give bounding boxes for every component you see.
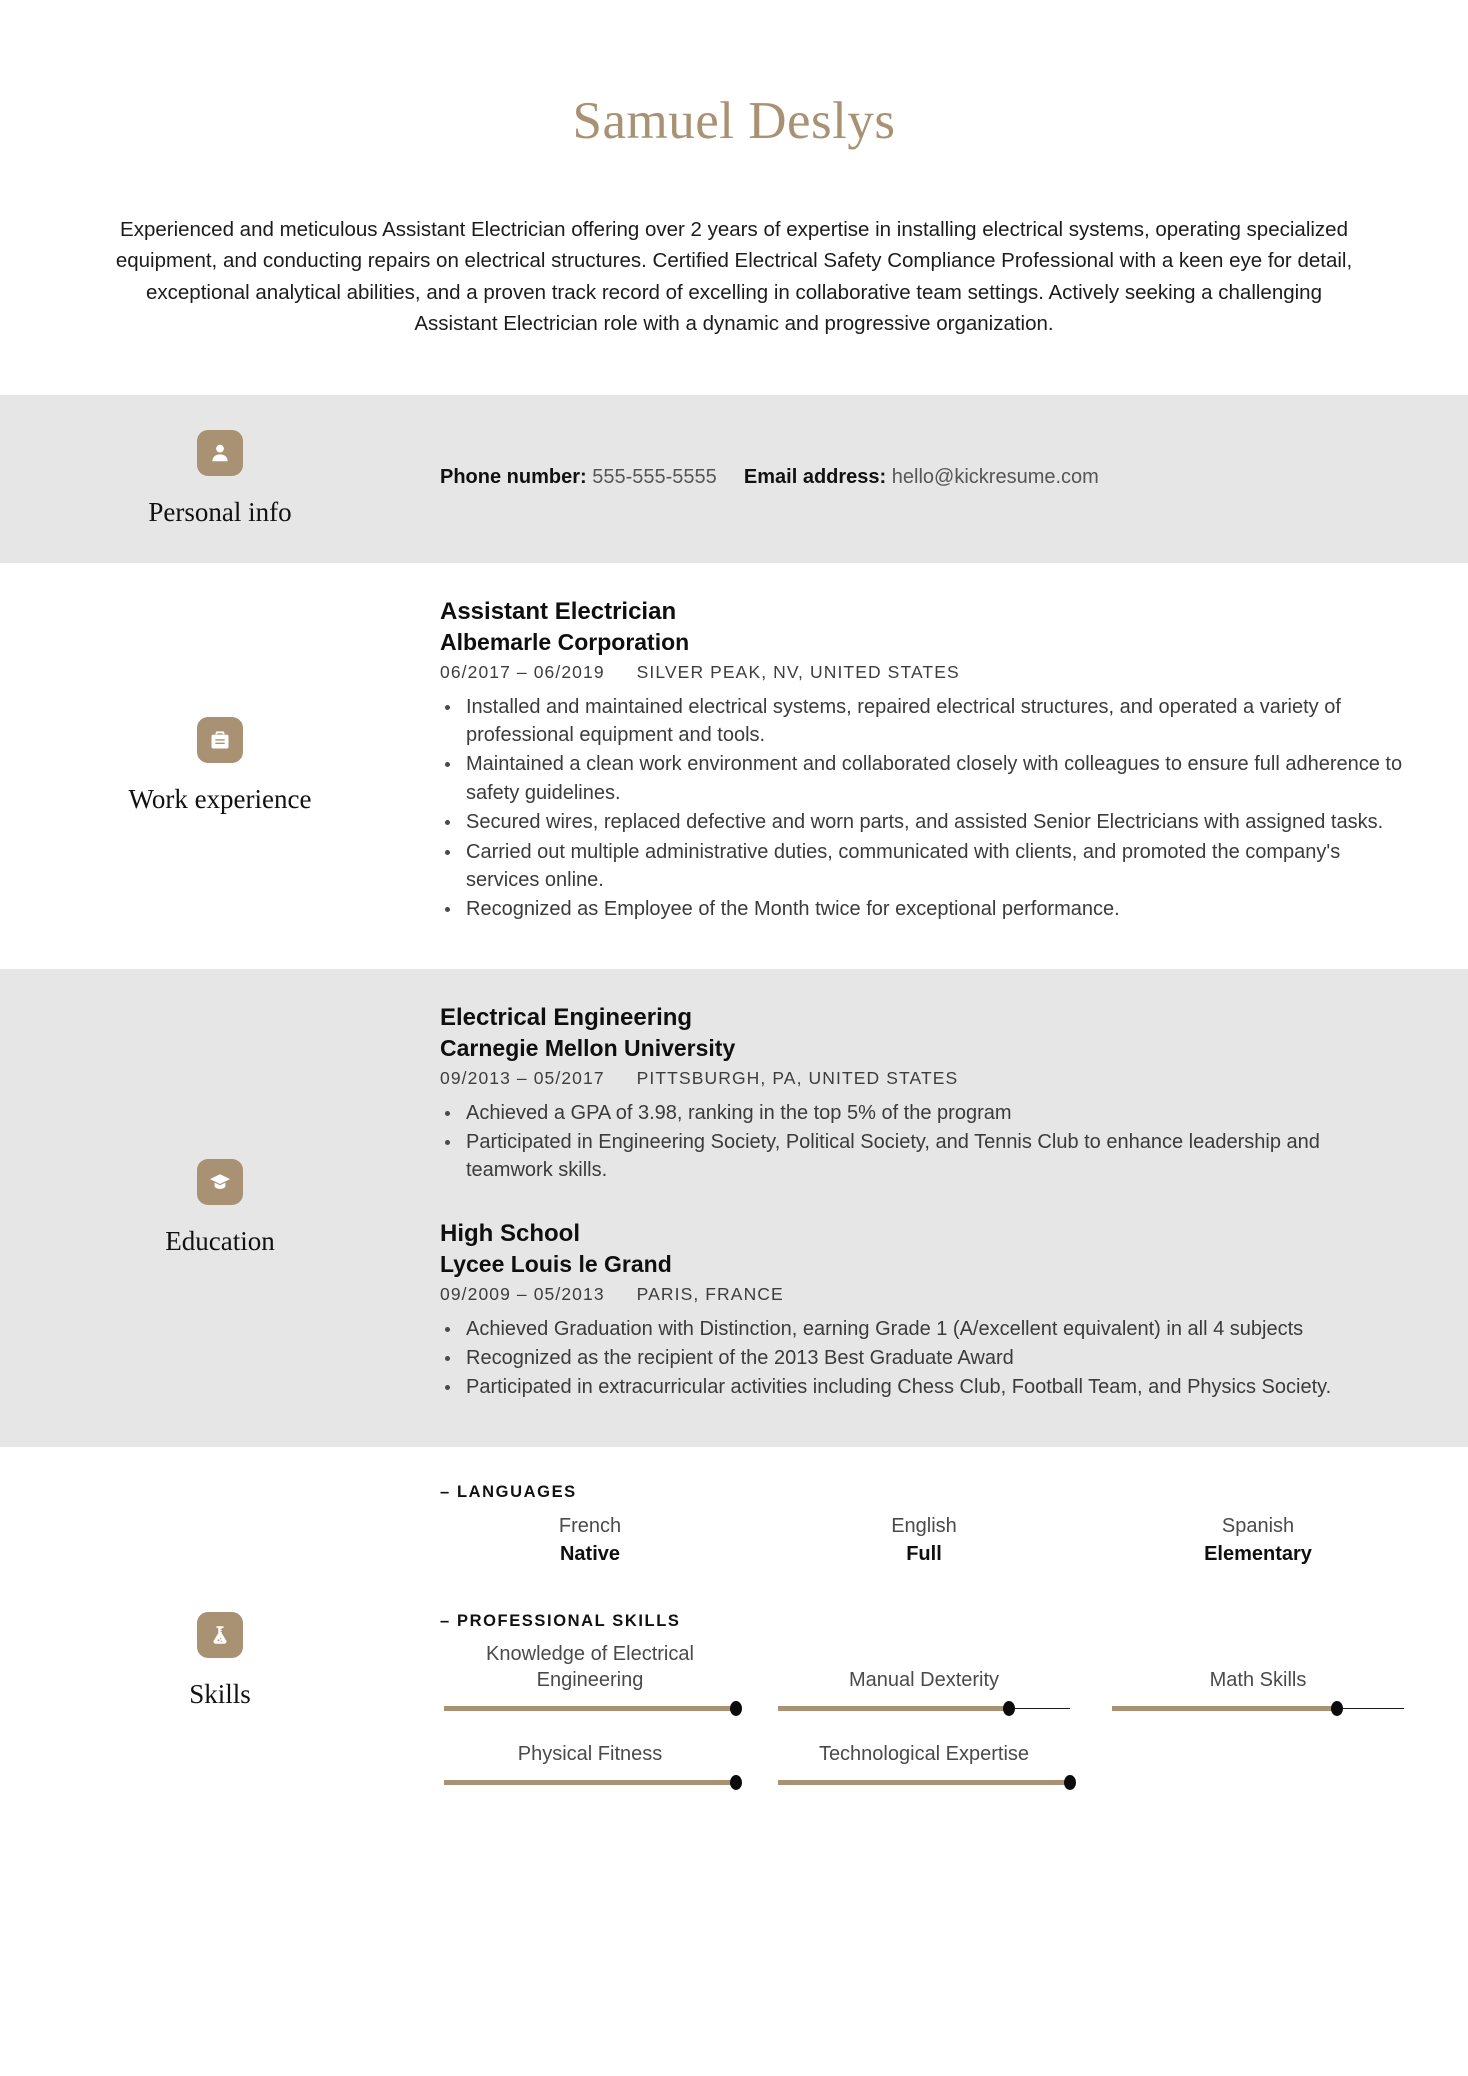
skill-name: Manual Dexterity: [848, 1668, 1000, 1691]
skill-level-bar: [778, 1703, 1070, 1715]
section-personal-info: [0, 395, 1468, 563]
person-icon: [197, 430, 243, 476]
skill-fill: [1112, 1706, 1337, 1711]
list-item: Achieved a GPA of 3.98, ranking in the top 5% of the program: [440, 1099, 1408, 1127]
education-location: PITTSBURGH, PA, UNITED STATES: [636, 1067, 959, 1088]
section-label-personal-info: Personal info: [148, 496, 292, 527]
language-level: Full: [906, 1542, 942, 1565]
list-item: Installed and maintained electrical systems, repaired electrical structures, and operated a variety of professional equipment and tools.: [440, 693, 1408, 750]
phone-value: 555-555-5555: [592, 465, 717, 488]
skill-knob: [1003, 1701, 1015, 1716]
professional-skills-heading: – PROFESSIONAL SKILLS: [440, 1611, 681, 1630]
education-bullets: [440, 1099, 1408, 1185]
skill-item: [774, 1741, 1074, 1789]
employer-name: Albemarle Corporation: [440, 628, 690, 655]
skill-level-bar: [444, 1703, 736, 1715]
personal-info-content: [440, 395, 1468, 551]
languages-heading: – LANGUAGES: [440, 1482, 577, 1501]
languages-grid: [440, 1512, 1408, 1568]
skill-item: [440, 1641, 740, 1715]
language-name: French: [558, 1514, 622, 1537]
work-entry: [440, 597, 1408, 924]
language-level: Native: [559, 1542, 621, 1565]
list-item: Participated in extracurricular activities including Chess Club, Football Team, and Physics Society.: [440, 1373, 1408, 1401]
skill-fill: [444, 1706, 736, 1711]
degree-title: Electrical Engineering: [440, 1003, 693, 1031]
language-item: [1108, 1512, 1408, 1568]
education-bullets: [440, 1315, 1408, 1402]
education-dates: 09/2009 – 05/2013: [440, 1283, 605, 1304]
skill-knob: [730, 1701, 742, 1716]
section-label-skills: Skills: [189, 1678, 251, 1709]
section-work-experience: [0, 563, 1468, 969]
skill-fill: [778, 1706, 1009, 1711]
education-entry: [440, 1219, 1408, 1402]
job-dates: 06/2017 – 06/2019: [440, 662, 605, 683]
list-item: Secured wires, replaced defective and worn parts, and assisted Senior Electricians with assigned tasks.: [440, 808, 1408, 836]
phone-label: Phone number:: [440, 465, 587, 488]
job-location: SILVER PEAK, NV, UNITED STATES: [636, 662, 960, 683]
list-item: Carried out multiple administrative duties, communicated with clients, and promoted the company's services online.: [440, 838, 1408, 895]
section-education: [0, 969, 1468, 1447]
education-meta: [440, 1283, 1408, 1307]
education-location: PARIS, FRANCE: [636, 1283, 784, 1304]
skill-name: Physical Fitness: [517, 1742, 663, 1765]
language-level: Elementary: [1204, 1542, 1312, 1565]
skill-item: [440, 1741, 740, 1789]
skill-level-bar: [1112, 1703, 1404, 1715]
school-name: Carnegie Mellon University: [440, 1034, 736, 1061]
contact-line: [440, 463, 1408, 491]
graduation-cap-icon: [197, 1159, 243, 1205]
resume-header: [0, 0, 1468, 395]
language-name: Spanish: [1221, 1514, 1295, 1537]
education-meta: [440, 1067, 1408, 1091]
skill-name: Technological Expertise: [818, 1742, 1030, 1765]
skill-item: [1108, 1641, 1408, 1715]
education-entry: [440, 1003, 1408, 1185]
page-title: Samuel Deslys: [572, 92, 896, 150]
email-label: Email address:: [743, 465, 887, 488]
skill-level-bar: [778, 1777, 1070, 1789]
list-item: Participated in Engineering Society, Political Society, and Tennis Club to enhance leadership and teamwork skills.: [440, 1128, 1408, 1185]
job-meta: [440, 661, 1408, 685]
skill-knob: [730, 1775, 742, 1790]
section-education-header: [0, 1141, 440, 1275]
professional-skills-block: [440, 1612, 1408, 1815]
skill-level-bar: [444, 1777, 736, 1789]
skill-knob: [1064, 1775, 1076, 1790]
section-skills: [0, 1447, 1468, 1875]
language-item: [774, 1512, 1074, 1568]
section-work-experience-header: [0, 699, 440, 833]
education-entries: [440, 969, 1468, 1447]
skill-knob: [1331, 1701, 1343, 1716]
language-item: [440, 1512, 740, 1568]
section-label-work-experience: Work experience: [128, 783, 312, 814]
section-skills-header: [0, 1594, 440, 1728]
school-name: Lycee Louis le Grand: [440, 1250, 672, 1277]
briefcase-icon: [197, 717, 243, 763]
skill-fill: [778, 1780, 1070, 1785]
profile-summary: Experienced and meticulous Assistant Electrician offering over 2 years of expertise in installing electrical systems, operating specialized equipment, and conducting repairs on electrical structures. Certified Electrical Safety Compliance Professional with a keen eye for detail, exceptional analytical abilities, and a proven track record of excelling in collaborative team settings. Actively seeking a challenging Assistant Electrician role with a dynamic and progressive organization.: [115, 218, 1353, 335]
list-item: Recognized as the recipient of the 2013 Best Graduate Award: [440, 1344, 1408, 1372]
language-name: English: [891, 1514, 957, 1537]
skill-fill: [444, 1780, 736, 1785]
professional-skills-grid: [440, 1641, 1408, 1815]
list-item: Recognized as Employee of the Month twice for exceptional performance.: [440, 895, 1408, 923]
skill-name: Knowledge of Electrical Engineering: [486, 1642, 694, 1691]
section-label-education: Education: [165, 1225, 275, 1256]
education-dates: 09/2013 – 05/2017: [440, 1067, 605, 1088]
list-item: Maintained a clean work environment and collaborated closely with colleagues to ensure full adherence to safety guidelines.: [440, 750, 1408, 807]
section-personal-info-header: [0, 412, 440, 546]
skills-content: [440, 1447, 1468, 1875]
email-value: hello@kickresume.com: [891, 465, 1099, 488]
work-experience-entries: [440, 563, 1468, 969]
job-bullets: [440, 693, 1408, 924]
job-title: Assistant Electrician: [440, 597, 677, 625]
list-item: Achieved Graduation with Distinction, earning Grade 1 (A/excellent equivalent) in all 4 subjects: [440, 1315, 1408, 1343]
degree-title: High School: [440, 1219, 580, 1247]
skill-name: Math Skills: [1209, 1668, 1307, 1691]
skill-item: [774, 1641, 1074, 1715]
flask-icon: [197, 1612, 243, 1658]
